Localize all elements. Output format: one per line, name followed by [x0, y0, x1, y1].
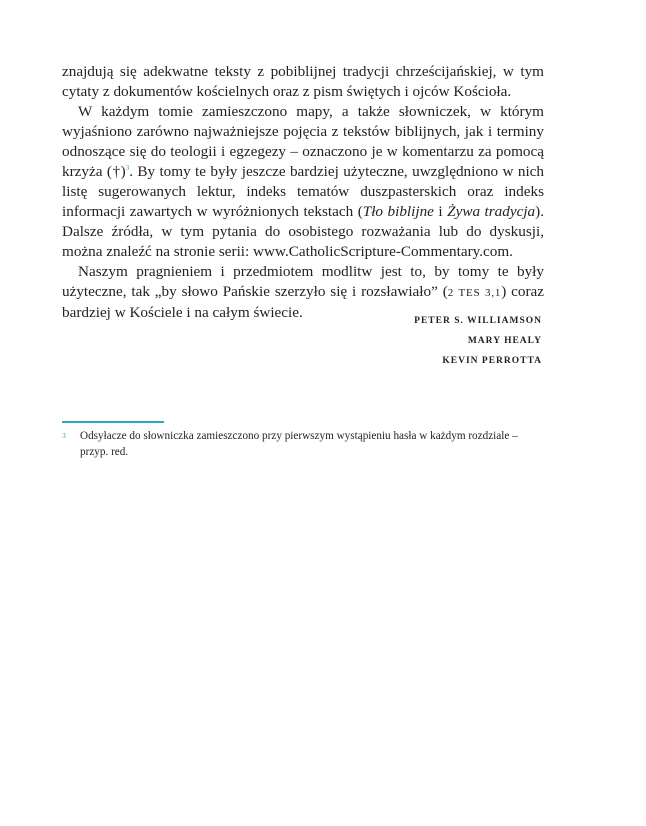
footnote-text: Odsyłacze do słowniczka zamieszczono przy pierwszym wystąpieniu hasła w każdym rozdziale – przyp. red. [80, 430, 518, 458]
body-text [62, 62, 544, 323]
signature-author-3: KEVIN PERROTTA [442, 356, 542, 366]
footnote [62, 429, 546, 460]
signature-author-1: PETER S. WILLIAMSON [414, 316, 542, 326]
footnote-divider [62, 421, 164, 423]
italic-title-tlo-biblijne: Tło biblijne [362, 203, 434, 220]
paragraph-1 [62, 62, 544, 102]
paragraph-2-conjunction: i [433, 203, 448, 220]
paragraph-2-text-b: . By tomy te były jeszcze bardziej użyteczne, uwzględniono w nich listę sugerowanych lektur, indeks tematów duszpasterskich oraz indeks informacji zawartych w wyróżnionych tekstach ( [62, 163, 545, 220]
paragraph-3-text-a: Naszym pragnieniem i przedmiotem modlitw jest to, by tomy te były użyteczne, tak „by słowo Pańskie szerzyło się i rozsławiało” ( [62, 263, 544, 300]
author-signatures [414, 311, 542, 371]
footnote-reference[interactable]: 3 [125, 163, 130, 172]
paragraph-2-text-a: W każdym tomie zamieszczono mapy, a także słowniczek, w którym wyjaśniono zarówno najważniejsze pojęcia z tekstów biblijnych, jak i terminy odnoszące się do teologii i egzegezy – oznaczono je w komentarzu za pomocą krzyża (†) [62, 103, 544, 180]
signature-author-2: MARY HEALY [467, 336, 542, 346]
paragraph-2-text-c: ). Dalsze źródła, w tym pytania do osobistego rozważania lub do dyskusji, można znaleźć na stronie serii: www.CatholicScripture-Commentary.com. [62, 203, 544, 260]
paragraph-3-text-b: ) coraz bardziej w Kościele i na całym świecie. [62, 283, 544, 321]
footnote-number: 3 [62, 431, 66, 440]
scripture-reference: 2 TES 3,1 [447, 287, 502, 299]
italic-title-zywa-tradycja: Żywa tradycja [447, 203, 536, 220]
paragraph-1-text: znajdują się adekwatne teksty z pobiblijnej tradycji chrześcijańskiej, w tym cytaty z dokumentów kościelnych oraz z pism świętych i ojców Kościoła. [62, 63, 544, 100]
paragraph-2 [62, 102, 544, 262]
